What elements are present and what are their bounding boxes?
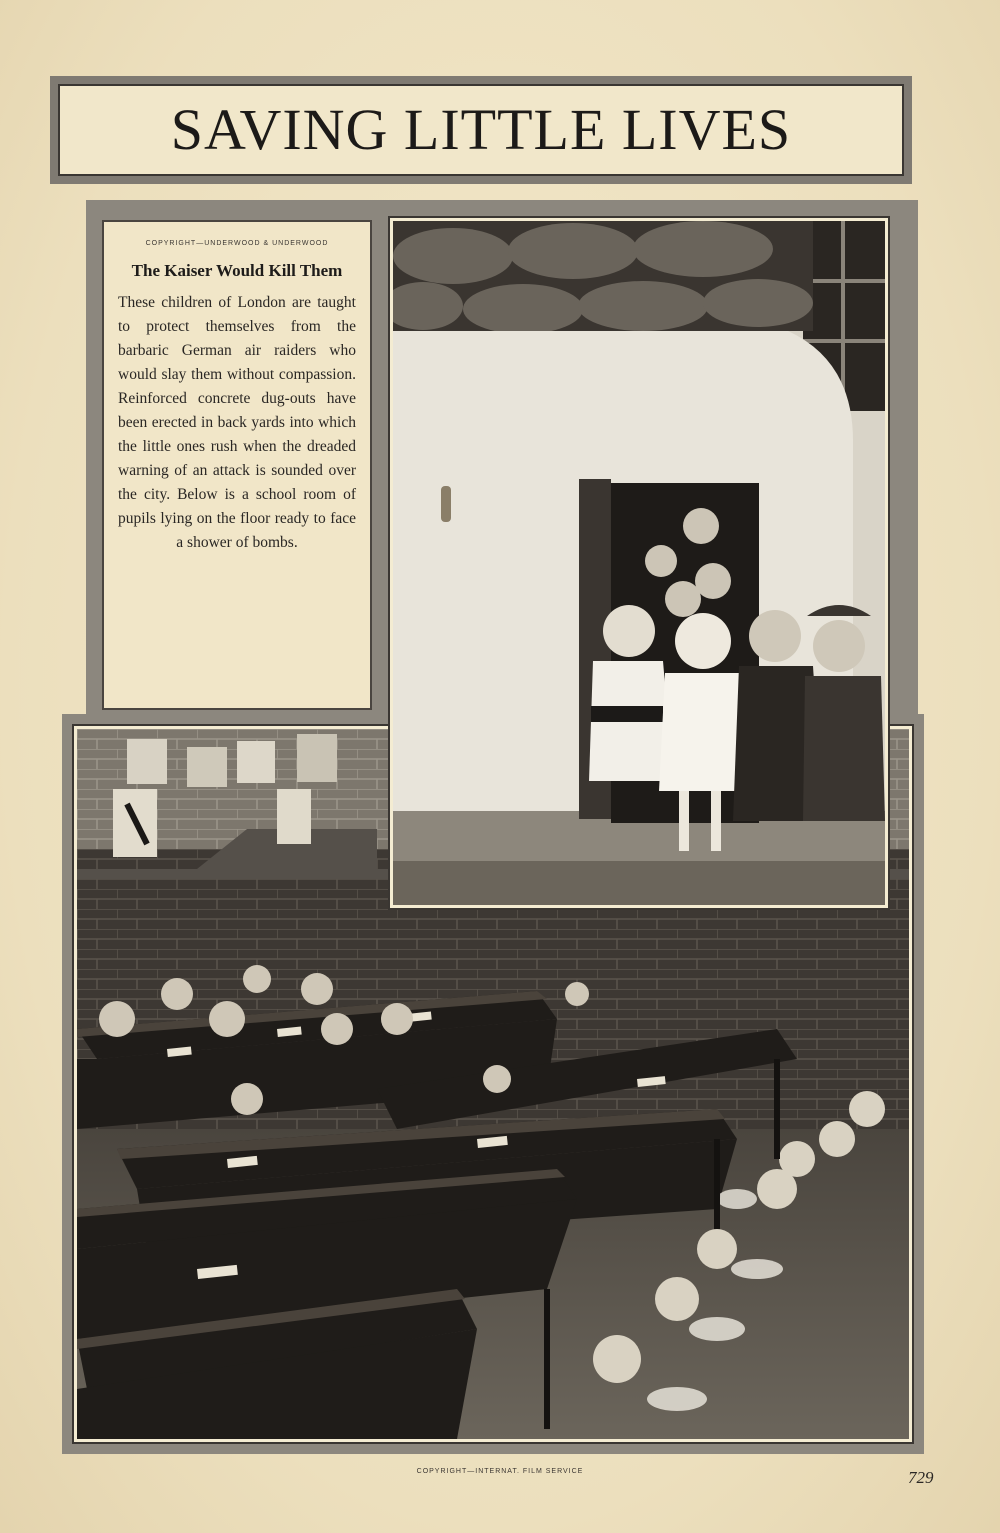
photo-credit-bottom: COPYRIGHT—INTERNAT. FILM SERVICE — [416, 1468, 584, 1475]
page-title: SAVING LITTLE LIVES — [170, 97, 792, 162]
caption-panel — [102, 220, 372, 710]
caption-heading: The Kaiser Would Kill Them — [131, 261, 343, 280]
caption-body: These children of London are taught to protect themselves from the barbaric German air raiders who would slay them without compassion. Reinforced concrete dug-outs have been erected in back yards into which the little ones rush when the dreaded warning of an attack is sounded over the city. Below is a school room of pupils lying on the floor ready to face a shower of bombs. — [118, 294, 356, 551]
title-banner — [50, 76, 912, 184]
title-banner-inner — [58, 84, 904, 176]
dugout-photo-illustration — [393, 221, 885, 905]
page-number: 729 — [908, 1468, 934, 1487]
photo-credit-top: COPYRIGHT—UNDERWOOD & UNDERWOOD — [145, 240, 329, 247]
dugout-photo — [390, 218, 888, 908]
